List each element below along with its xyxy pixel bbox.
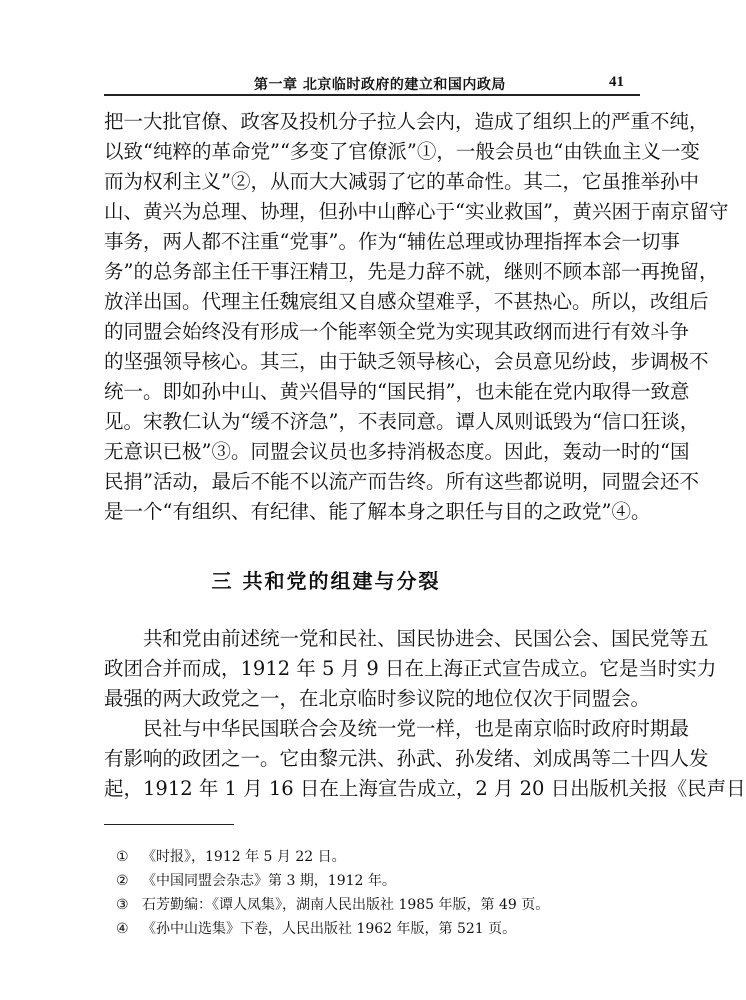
text-line: 事务，两人都不注重“党事”。作为“辅佐总理或协理指挥本会一切事 <box>104 230 680 253</box>
text-line: 统一。即如孙中山、黄兴倡导的“国民捐”，也未能在党内取得一致意 <box>104 380 690 403</box>
paragraph-2 <box>104 624 717 714</box>
chapter-title: 第一章 北京临时政府的建立和国内政局 <box>254 77 506 93</box>
text-line: 务”的总务部主任干事汪精卫，先是力辞不就，继则不顾本部一再挽留， <box>104 260 719 283</box>
footnote <box>116 893 636 917</box>
footnote-marker: ① <box>116 849 129 865</box>
text-line: 无意识已极”③。同盟会议员也多持消极态度。因此，轰动一时的“国 <box>104 440 690 463</box>
text-line: 民捐”活动，最后不能不以流产而告终。所有这些都说明，同盟会还不 <box>104 470 699 493</box>
text-line: 把一大批官僚、政客及投机分子拉人会内，造成了组织上的严重不纯， <box>104 110 709 133</box>
footnote-text: 《中国同盟会杂志》第 3 期，1912 年。 <box>142 873 396 889</box>
text-line: 最强的两大政党之一，在北京临时参议院的地位仅次于同盟会。 <box>104 687 651 710</box>
text-line: 有影响的政团之一。它由黎元洪、孙武、孙发绪、刘成禺等二十四人发 <box>104 747 709 770</box>
text-line: 共和党由前述统一党和民社、国民协进会、民国公会、国民党等五 <box>143 627 709 650</box>
text-line: 起，1912 年 1 月 16 日在上海宣告成立，2 月 20 日出版机关报《民声日 <box>104 777 746 800</box>
text-line: 的同盟会始终没有形成一个能率领全党为实现其政纲而进行有效斗争 <box>104 320 690 343</box>
running-header <box>104 62 640 96</box>
text-line: 山、黄兴为总理、协理，但孙中山醉心于“实业救国”，黄兴困于南京留守 <box>104 200 729 223</box>
footnote <box>116 869 636 893</box>
footnote <box>116 845 636 869</box>
paragraph-3 <box>104 714 746 804</box>
footnote-text: 石芳勤编：《谭人凤集》，湖南人民出版社 1985 年版，第 49 页。 <box>142 897 550 913</box>
footnote-marker: ④ <box>116 921 129 937</box>
text-line: 是一个“有组织、有纪律、能了解本身之职任与目的之政党”④。 <box>104 500 651 523</box>
text-line: 见。宋教仁认为“缓不济急”，不表同意。谭人凤则诋毁为“信口狂谈， <box>104 410 700 433</box>
footnote-marker: ② <box>116 873 129 889</box>
text-line: 而为权利主义”②，从而大大减弱了它的革命性。其二，它虽推举孙中 <box>104 170 699 193</box>
text-line: 以致“纯粹的革命党”“多变了官僚派”①，一般会员也“由铁血主义一变 <box>104 140 700 163</box>
footnote-text: 《孙中山选集》下卷，人民出版社 1962 年版，第 521 页。 <box>142 921 517 937</box>
text-line: 民社与中华民国联合会及统一党一样，也是南京临时政府时期最 <box>143 717 690 740</box>
footnote-marker: ③ <box>116 897 129 913</box>
body-after-heading <box>104 624 746 804</box>
text-line: 的坚强领导核心。其三，由于缺乏领导核心，会员意见纷歧，步调极不 <box>104 350 709 373</box>
footnote-divider <box>104 824 234 825</box>
text-line: 放洋出国。代理主任魏宸组又自感众望难孚，不甚热心。所以，改组后 <box>104 290 709 313</box>
page-number: 41 <box>609 74 624 90</box>
footnotes <box>116 845 636 941</box>
text-line: 政团合并而成，1912 年 5 月 9 日在上海正式宣告成立。它是当时实力 <box>104 657 717 680</box>
footnote <box>116 917 636 941</box>
footnote-text: 《时报》，1912 年 5 月 22 日。 <box>142 849 346 865</box>
section-heading: 三 共和党的组建与分裂 <box>211 569 441 593</box>
paragraph-1 <box>104 107 729 527</box>
